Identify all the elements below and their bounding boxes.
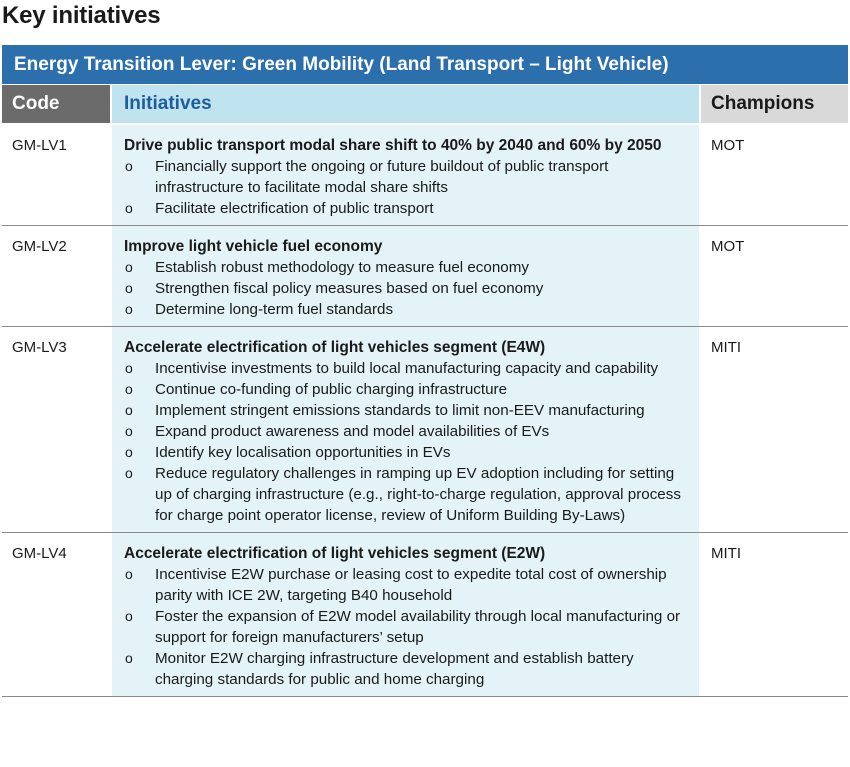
bullet-text: Expand product awareness and model availabilities of EVs [155,423,550,440]
bullet-text: Establish robust methodology to measure fuel economy [155,259,529,276]
bullet-circle-icon: o [125,402,133,418]
bullet-text: Reduce regulatory challenges in ramping up EV adoption including for setting up of charging infrastructure (e.g., right-to-charge regulation, approval process for charge point operator license, review of Uniform Building By-Laws) [155,465,681,524]
bullet-circle-icon: o [125,360,133,376]
list-item [124,606,691,648]
list-item [124,421,691,442]
row-code: GM-LV4 [12,545,67,562]
list-item [124,278,691,299]
table-row [2,125,848,226]
row-initiatives-cell [112,533,699,696]
initiative-title: Accelerate electrification of light vehicles segment (E2W) [124,545,546,562]
initiative-title: Improve light vehicle fuel economy [124,238,383,255]
bullet-text: Incentivise investments to build local manufacturing capacity and capability [155,360,659,377]
row-code: GM-LV2 [12,238,67,255]
table-row [2,327,848,533]
list-item [124,442,691,463]
list-item [124,299,691,320]
bullet-circle-icon: o [125,444,133,460]
table-body [2,125,848,697]
bullet-text: Financially support the ongoing or future buildout of public transport infrastructure to facilitate modal share shifts [155,158,609,196]
bullet-circle-icon: o [125,158,133,174]
bullet-circle-icon: o [125,566,133,582]
column-header-row [2,85,848,125]
bullet-circle-icon: o [125,259,133,275]
list-item [124,257,691,278]
list-item [124,648,691,690]
bullet-text: Determine long-term fuel standards [155,301,394,318]
row-champion: MOT [711,238,745,255]
bullet-text: Implement stringent emissions standards to limit non-EEV manufacturing [155,402,645,419]
bullet-circle-icon: o [125,650,133,666]
row-champion: MITI [711,339,741,356]
bullet-circle-icon: o [125,301,133,317]
row-initiatives-cell [112,327,699,532]
lever-header: Energy Transition Lever: Green Mobility (Land Transport – Light Vehicle) [2,45,848,85]
bullet-text: Foster the expansion of E2W model availability through local manufacturing or support for foreign manufacturers’ setup [155,608,681,646]
list-item [124,400,691,421]
bullet-circle-icon: o [125,423,133,439]
column-header-initiatives: Initiatives [112,85,699,123]
initiative-bullet-list [124,564,691,690]
row-champion: MOT [711,137,745,154]
initiative-bullet-list [124,257,691,320]
page-title: Key initiatives [2,2,161,29]
row-initiatives-cell [112,125,699,225]
initiative-title: Drive public transport modal share shift to 40% by 2040 and 60% by 2050 [124,137,662,154]
bullet-circle-icon: o [125,381,133,397]
bullet-circle-icon: o [125,608,133,624]
list-item [124,156,691,198]
initiatives-table [2,45,848,697]
bullet-text: Facilitate electrification of public transport [155,200,434,217]
list-item [124,463,691,526]
bullet-circle-icon: o [125,280,133,296]
bullet-circle-icon: o [125,200,133,216]
initiative-bullet-list [124,358,691,526]
initiative-bullet-list [124,156,691,219]
table-row [2,533,848,697]
column-header-champions: Champions [701,85,848,123]
bullet-text: Identify key localisation opportunities in EVs [155,444,451,461]
list-item [124,379,691,400]
row-code: GM-LV3 [12,339,67,356]
bullet-text: Strengthen fiscal policy measures based on fuel economy [155,280,544,297]
row-code: GM-LV1 [12,137,67,154]
bullet-text: Monitor E2W charging infrastructure development and establish battery charging standards for public and home charging [155,650,634,688]
bullet-text: Incentivise E2W purchase or leasing cost to expedite total cost of ownership parity with ICE 2W, targeting B40 household [155,566,667,604]
list-item [124,564,691,606]
list-item [124,358,691,379]
list-item [124,198,691,219]
table-row [2,226,848,327]
row-champion: MITI [711,545,741,562]
bullet-circle-icon: o [125,465,133,481]
initiative-title: Accelerate electrification of light vehicles segment (E4W) [124,339,546,356]
bullet-text: Continue co-funding of public charging infrastructure [155,381,508,398]
column-header-code: Code [2,85,110,123]
row-initiatives-cell [112,226,699,326]
